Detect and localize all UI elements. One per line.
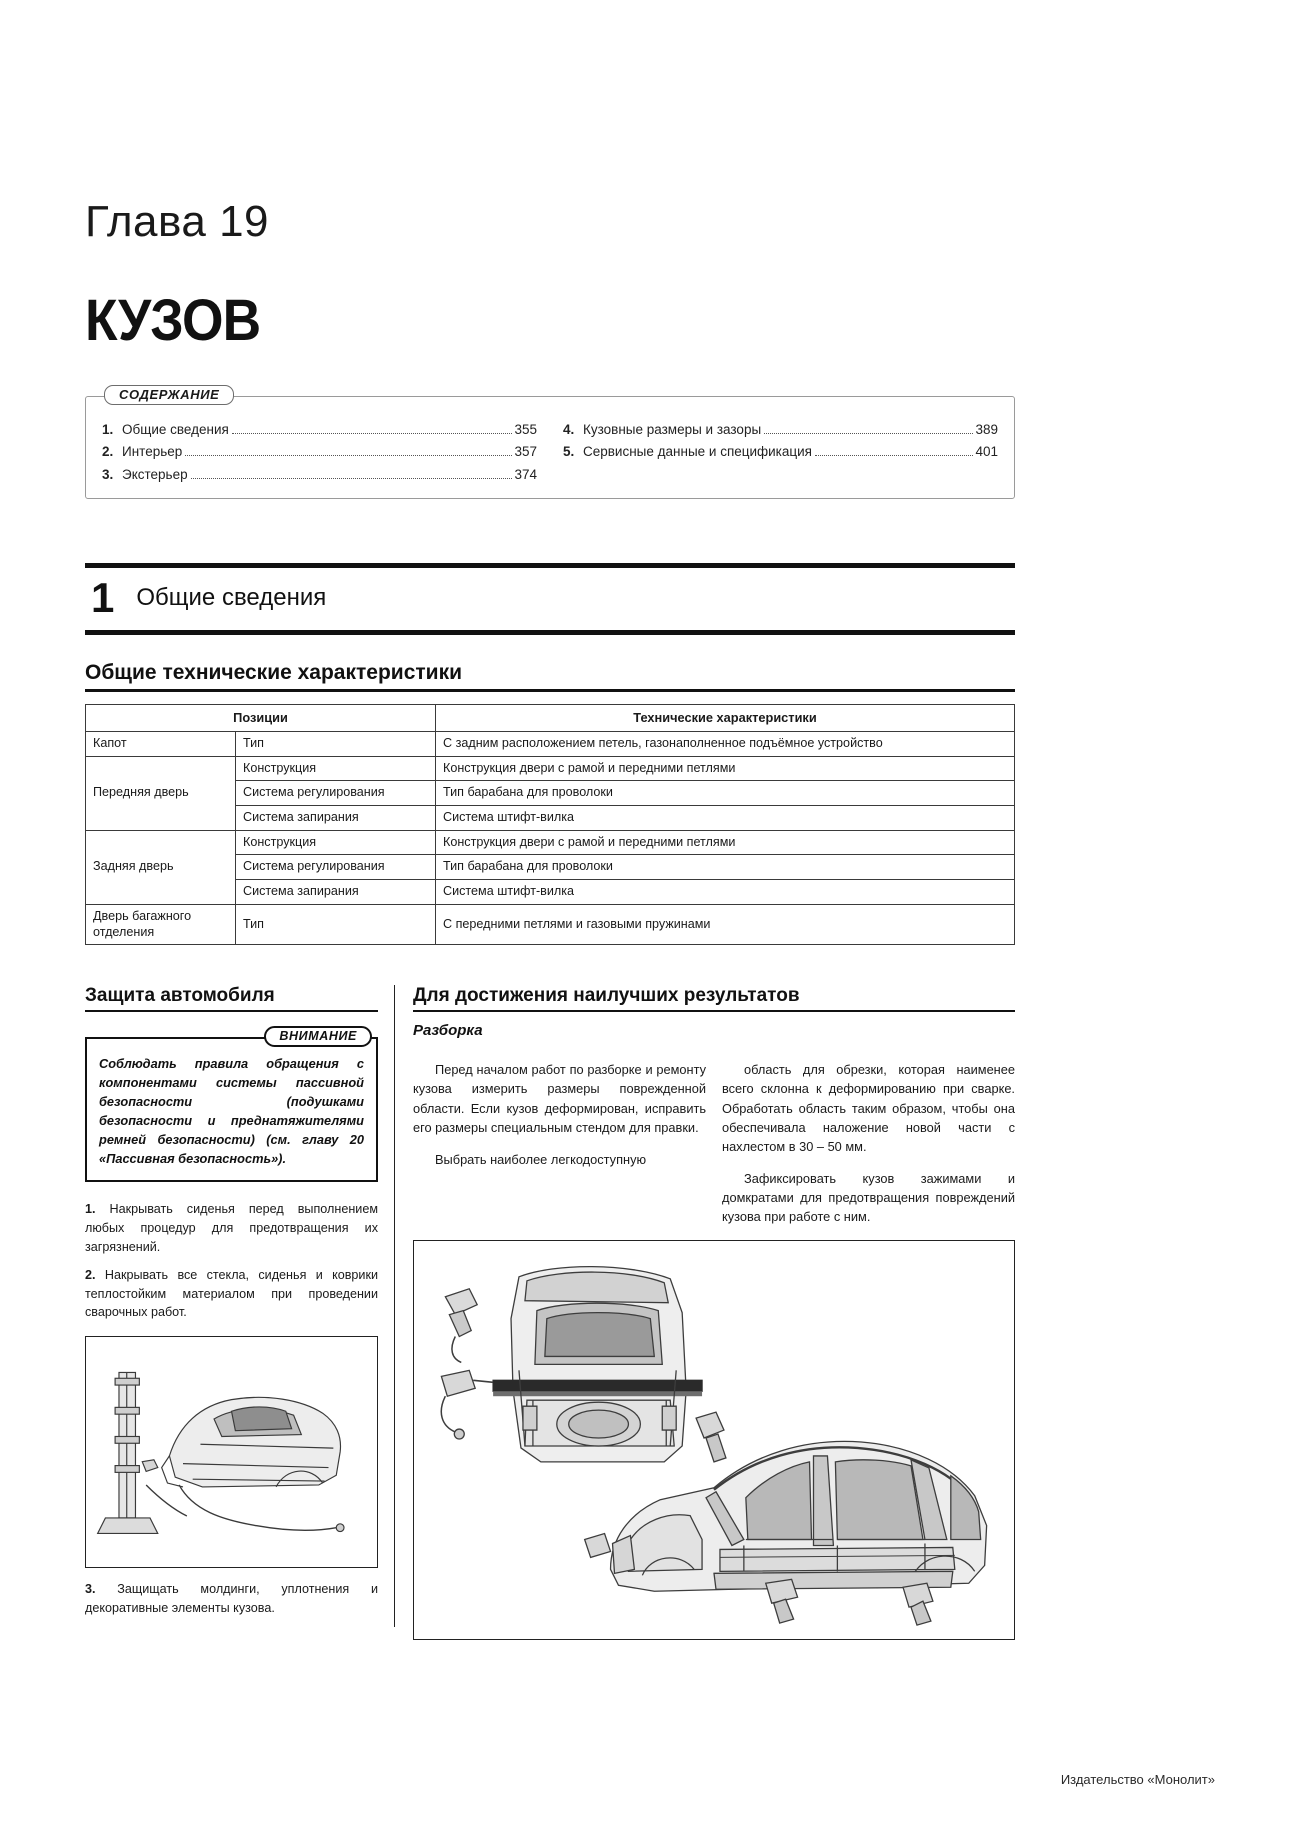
table-cell-item: Тип [236, 904, 436, 944]
page-content [85, 197, 1015, 1640]
body-paragraph: Выбрать наиболее легкодоступную [435, 1151, 647, 1167]
table-cell-value: С задним расположением петель, газонаполненное подъёмное устройство [436, 731, 1015, 756]
toc-entry-label: Интерьер [122, 444, 183, 460]
best-results-column [395, 985, 1015, 1640]
table-of-contents [85, 387, 1015, 499]
table-header-specs: Технические характеристики [436, 704, 1015, 731]
toc-entry[interactable] [102, 419, 537, 441]
table-row [86, 731, 1015, 756]
table-cell-item: Система запирания [236, 880, 436, 905]
toc-entry[interactable] [563, 441, 998, 463]
toc-entry-number: 2. [102, 444, 114, 460]
table-header-row [86, 704, 1015, 731]
table-cell-group: Задняя дверь [86, 830, 236, 904]
table-cell-value: Конструкция двери с рамой и передними петлями [436, 756, 1015, 781]
protection-step [85, 1580, 378, 1618]
table-cell-item: Система регулирования [236, 855, 436, 880]
spec-table-heading: Общие технические характеристики [85, 661, 1015, 692]
toc-leader-dots [191, 478, 513, 479]
footer-publisher: Издательство «Монолит» [1060, 1772, 1215, 1787]
body-paragraph: Зафиксировать кузов зажимами и домкратами для предотвращения повреждений кузова при работе с ним. [722, 1170, 1015, 1225]
protection-step [85, 1266, 378, 1323]
protection-column [85, 985, 395, 1627]
toc-entry-label: Сервисные данные и спецификация [583, 444, 812, 460]
best-results-text-left [413, 1047, 706, 1226]
spec-table [85, 704, 1015, 946]
protection-step-number: 3. [85, 1582, 96, 1597]
table-cell-item: Конструкция [236, 830, 436, 855]
toc-entry[interactable] [102, 441, 537, 463]
table-cell-group: Передняя дверь [86, 756, 236, 830]
section-banner [85, 563, 1015, 635]
table-cell-value: Тип барабана для проволоки [436, 855, 1015, 880]
toc-leader-dots [764, 433, 973, 434]
toc-entry-number: 1. [102, 422, 114, 437]
attention-label: ВНИМАНИЕ [264, 1026, 372, 1047]
toc-entry-page: 355 [514, 422, 537, 437]
table-cell-item: Тип [236, 731, 436, 756]
table-cell-value: Конструкция двери с рамой и передними петлями [436, 830, 1015, 855]
toc-leader-dots [232, 433, 513, 434]
toc-entry-page: 389 [975, 422, 998, 437]
toc-leader-dots [185, 455, 512, 456]
table-row [86, 904, 1015, 944]
toc-tab-label: СОДЕРЖАНИЕ [104, 385, 234, 405]
toc-entry-number: 4. [563, 422, 575, 437]
toc-column-right [563, 419, 998, 486]
protection-step-text: Накрывать сиденья перед выполнением любых процедур для предотвращения их загрязнений. [85, 1202, 378, 1254]
body-paragraph: Перед началом работ по разборке и ремонту кузова измерить размеры поврежденной области. Если кузов деформирован, исправить его размеры специальным стендом для правки. [413, 1062, 706, 1135]
protection-step-number: 2. [85, 1267, 96, 1282]
table-cell-value: С передними петлями и газовыми пружинами [436, 904, 1015, 944]
table-cell-item: Конструкция [236, 756, 436, 781]
table-cell-item: Система запирания [236, 805, 436, 830]
table-header-positions: Позиции [86, 704, 436, 731]
table-cell-value: Система штифт-вилка [436, 805, 1015, 830]
section-title: Общие сведения [136, 583, 327, 611]
chapter-label: Глава 19 [85, 197, 270, 246]
lower-two-column-area [85, 985, 1015, 1640]
table-cell-group: Капот [86, 731, 236, 756]
body-shell-illustration [414, 1241, 1014, 1639]
toc-entry-label: Экстерьер [122, 466, 188, 482]
best-results-heading: Для достижения наилучших результатов [413, 985, 1015, 1012]
best-results-text-columns [413, 1047, 1015, 1226]
toc-entry[interactable] [102, 464, 537, 486]
attention-text: Соблюдать правила обращения с компонентами системы пассивной безопасности (подушками безопасности и преднатяжителями ремней безопасности) (см. главу 20 «Пассивная безопасность»). [85, 1037, 378, 1182]
toc-entry-label: Кузовные размеры и зазоры [583, 422, 762, 437]
toc-entry-label: Общие сведения [122, 422, 229, 437]
table-cell-group: Дверь багажного отделения [86, 904, 236, 944]
protection-heading: Защита автомобиля [85, 985, 378, 1012]
table-cell-item: Система регулирования [236, 781, 436, 806]
protection-step [85, 1200, 378, 1257]
toc-entry[interactable] [563, 419, 998, 441]
table-row [86, 756, 1015, 781]
chapter-title: КУЗОВ [85, 288, 261, 353]
figure-body-shells-with-clamps [413, 1240, 1015, 1640]
best-results-subheading: Разборка [413, 1022, 483, 1040]
protection-step-number: 1. [85, 1202, 96, 1217]
toc-entry-page: 401 [975, 444, 998, 460]
protection-step-text: Защищать молдинги, уплотнения и декоративные элементы кузова. [85, 1582, 379, 1616]
protection-step-text: Накрывать все стекла, сиденья и коврики теплостойким материалом при проведении сварочных работ. [85, 1267, 378, 1320]
figure-body-on-repair-bench [85, 1336, 378, 1568]
section-number: 1 [91, 573, 115, 621]
table-cell-value: Система штифт-вилка [436, 880, 1015, 905]
repair-bench-illustration [86, 1337, 377, 1567]
toc-columns [102, 419, 998, 486]
toc-column-left [102, 419, 537, 486]
toc-leader-dots [815, 455, 973, 456]
toc-entry-page: 374 [514, 466, 537, 482]
toc-entry-page: 357 [514, 444, 537, 460]
best-results-text-right [722, 1047, 1015, 1226]
body-paragraph: область для обрезки, которая наименее всего склонна к деформированию при сварке. Обработать область таким образом, чтобы она обеспечивала наложение новой части с нахлестом в 30 – 50 мм. [722, 1062, 1015, 1154]
toc-entry-number: 3. [102, 466, 114, 482]
table-row [86, 830, 1015, 855]
table-cell-value: Тип барабана для проволоки [436, 781, 1015, 806]
attention-callout [85, 1026, 378, 1182]
toc-entry-number: 5. [563, 444, 575, 460]
